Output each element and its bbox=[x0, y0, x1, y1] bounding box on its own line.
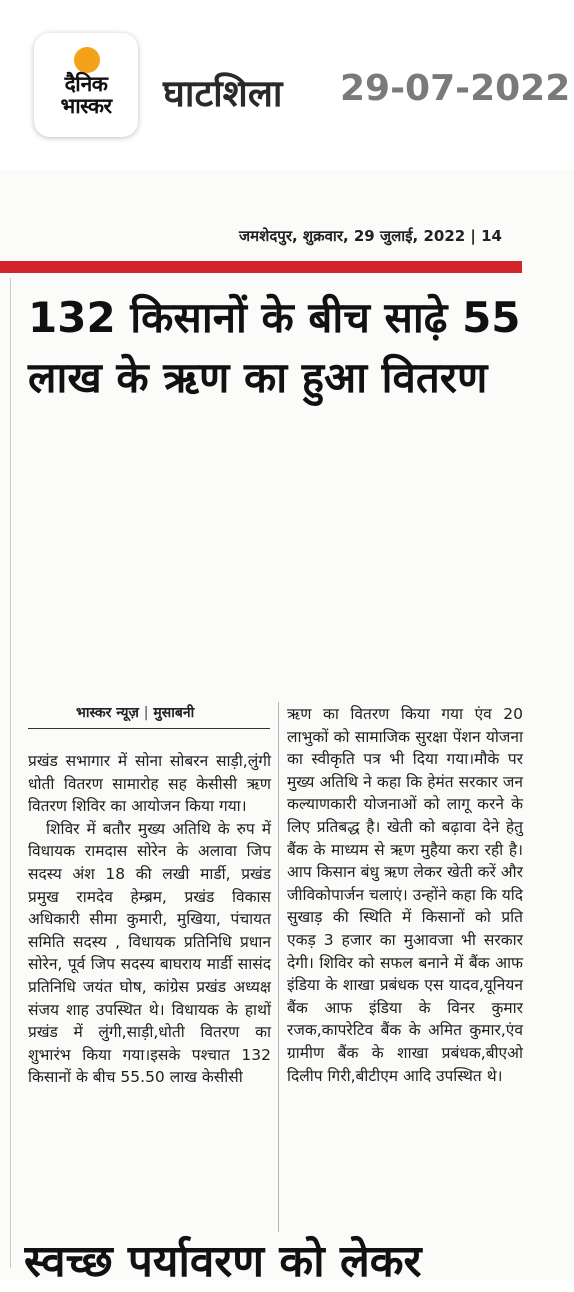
dainik-bhaskar-logo[interactable] bbox=[34, 33, 138, 137]
page-dateline: जमशेदपुर, शुक्रवार, 29 जुलाई, 2022 | 14 bbox=[239, 227, 502, 245]
article-title: 132 किसानों के बीच साढ़े 55 लाख के ऋण का हुआ वितरण bbox=[28, 293, 521, 402]
edition-date: 29-07-2022 bbox=[340, 68, 571, 109]
logo-wordmark bbox=[38, 73, 134, 117]
byline-source: भास्कर न्यूज़ bbox=[76, 705, 139, 721]
logo-line-2: भास्कर bbox=[60, 94, 112, 118]
paragraph-3: ऋण का वितरण किया गया एंव 20 लाभुकों को सामाजिक सुरक्षा पेंशन योजना का स्वीकृति पत्र भी दिया गया।मौके पर मुख्य अतिथि ने कहा कि हेमंत सरकार जन कल्याणकारी योजनाओं को लागू करने के लिए प्रतिबद्ध है। खेती को बढ़ावा देने हेतु बैंक के माध्यम से ऋण मुहैया करा रही है। आप किसान बंधु ऋण लेकर खेती करें और जीविकोपार्जन चलाएं। उन्होंने कहा कि यदि सुखाड़ की स्थिति में किसानों को प्रति एकड़ 3 हजार का मुआवजा भी सरकार देगी। शिविर को सफल बनाने में बैंक आफ इंडिया के शाखा प्रबंधक एस यादव,यूनियन बैंक आफ इंडिया के विनर कुमार रजक,कापरेटिव बैंक के अमित कुमार,एंव ग्रामीण बैंक के शाखा प्रबंधक,बीएओ दिलीप गिरी,बीटीएम आदि उपस्थित थे। bbox=[287, 705, 523, 1085]
sun-icon bbox=[74, 47, 100, 73]
byline-separator: | bbox=[143, 705, 149, 721]
byline-rule bbox=[28, 728, 270, 729]
logo-line-1: दैनिक bbox=[64, 72, 108, 96]
paragraph-2: शिविर में बतौर मुख्य अतिथि के रुप में विधायक रामदास सोरेन के अलावा जिप सदस्य अंश 18 की लखी मार्डी, प्रखंड प्रमुख रामदेव हेम्ब्रम, प्रखंड विकास अधिकारी सीमा कुमारी, मुखिया, पंचायत समिति सदस्य , विधायक प्रतिनिधि प्रधान सोरेन, पूर्व जिप सदस्य बाघराय मार्डी सासंद प्रतिनिधि जयंत घोष, कांग्रेस प्रखंड अध्यक्ष संजय शाह उपस्थित थे। विधायक के हाथों प्रखंड में लुंगी,साड़ी,धोती वितरण का शुभारंभ किया गया।इसके पश्चात 132 किसानों के बीच 55.50 लाख केसीसी bbox=[28, 819, 271, 1087]
paragraph-1: प्रखंड सभागार में सोना सोबरन साड़ी,लुंगी धोती वितरण सामारोह सह केसीसी ऋण वितरण शिविर का आयोजन किया गया। bbox=[28, 752, 271, 816]
next-article-title: स्वच्छ पर्यावरण को लेकर bbox=[24, 1236, 422, 1287]
article-column-2 bbox=[287, 703, 523, 1087]
column-divider bbox=[278, 702, 279, 1232]
article-byline bbox=[76, 703, 194, 722]
newspaper-clipping bbox=[0, 170, 574, 1287]
red-header-bar bbox=[0, 261, 522, 273]
app-header bbox=[0, 0, 574, 170]
byline-place: मुसाबनी bbox=[153, 705, 195, 721]
edition-place: घाटशिला bbox=[163, 72, 283, 115]
left-margin-rule bbox=[10, 278, 11, 1268]
article-column-1 bbox=[28, 750, 271, 1089]
